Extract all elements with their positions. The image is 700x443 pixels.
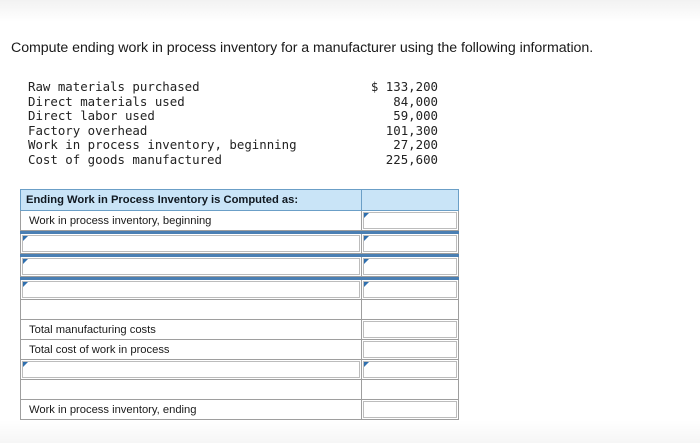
- ending-wip-worksheet: [20, 189, 459, 420]
- table-row: [21, 234, 459, 254]
- blank-row: [21, 380, 459, 400]
- total-cost-wip-input[interactable]: [361, 340, 458, 360]
- wip-beginning-amount-input[interactable]: [361, 211, 458, 231]
- info-label: Direct materials used: [28, 93, 185, 109]
- info-value: $ 133,200: [370, 79, 438, 94]
- table-row: [21, 211, 459, 231]
- info-label: Raw materials purchased: [28, 79, 200, 94]
- total-manufacturing-costs-label: Total manufacturing costs: [21, 320, 362, 340]
- cost-line-1-label-input[interactable]: [21, 234, 362, 254]
- worksheet-header: Ending Work in Process Inventory is Computed as:: [21, 190, 362, 211]
- table-row: [21, 320, 459, 340]
- question-text: Compute ending work in process inventory for a manufacturer using the following information.: [11, 40, 594, 56]
- info-row: [28, 138, 438, 153]
- cost-line-3-label-input[interactable]: [21, 280, 362, 300]
- info-value: 84,000: [393, 93, 438, 109]
- table-row: [21, 360, 459, 380]
- worksheet-header-row: [21, 190, 459, 211]
- info-value: 59,000: [393, 108, 438, 124]
- info-row: [28, 95, 438, 110]
- info-row: [28, 80, 438, 95]
- table-row: [21, 400, 459, 420]
- info-value: 27,200: [393, 137, 438, 153]
- cost-line-2-label-input[interactable]: [21, 257, 362, 277]
- cost-line-4-amount-input[interactable]: [361, 360, 458, 380]
- header-blank-cell: [361, 190, 458, 211]
- table-row: [21, 257, 459, 277]
- info-value: 225,600: [385, 151, 438, 167]
- cost-line-2-amount-input[interactable]: [361, 257, 458, 277]
- wip-ending-label: Work in process inventory, ending: [21, 400, 362, 420]
- total-manufacturing-costs-input[interactable]: [361, 320, 458, 340]
- info-row: [28, 109, 438, 124]
- cost-line-4-label-input[interactable]: [21, 360, 362, 380]
- info-row: [28, 124, 438, 139]
- wip-ending-amount-input[interactable]: [361, 400, 458, 420]
- info-label: Factory overhead: [28, 122, 148, 138]
- total-cost-wip-label: Total cost of work in process: [21, 340, 362, 360]
- info-label: Direct labor used: [28, 108, 155, 124]
- cost-line-1-amount-input[interactable]: [361, 234, 458, 254]
- cost-line-3-amount-input[interactable]: [361, 280, 458, 300]
- wip-beginning-label: Work in process inventory, beginning: [21, 211, 362, 231]
- info-value: 101,300: [385, 122, 438, 138]
- blank-row: [21, 300, 459, 320]
- table-row: [21, 340, 459, 360]
- table-row: [21, 280, 459, 300]
- given-information: [28, 80, 438, 168]
- info-row: [28, 153, 438, 168]
- info-label: Cost of goods manufactured: [28, 151, 222, 167]
- info-label: Work in process inventory, beginning: [28, 137, 297, 153]
